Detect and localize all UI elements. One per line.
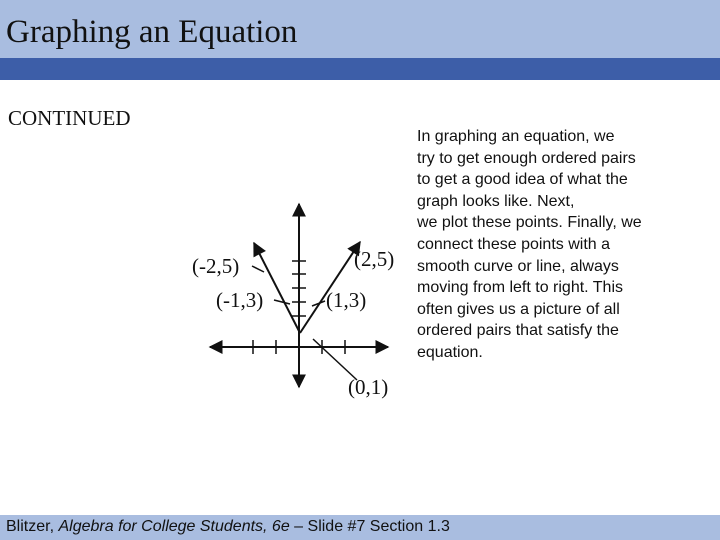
explanation-line: try to get enough ordered pairs (417, 149, 636, 167)
footer-book-title: Algebra for College Students, 6e (58, 518, 290, 535)
explanation-line: In graphing an equation, we (417, 128, 615, 145)
explanation-line: ordered pairs that satisfy the (417, 322, 619, 340)
explanation-line: to get a good idea of what the (417, 171, 628, 189)
label-point-neg1-3: (-1,3) (216, 288, 264, 312)
footer-author: Blitzer, (6, 518, 59, 535)
explanation-text (417, 126, 709, 364)
footer-citation (6, 518, 450, 536)
label-point-1-3: (1,3) (326, 288, 367, 312)
slide-subtitle: CONTINUED (8, 106, 131, 130)
explanation-line: moving from left to right. This (417, 279, 623, 297)
explanation-line: often gives us a picture of all (417, 300, 620, 318)
footer-bar (0, 515, 720, 540)
slide-title: Graphing an Equation (6, 14, 298, 50)
footer-slide-info: – Slide #7 Section 1.3 (289, 518, 450, 535)
pointer-neg1-3 (274, 300, 290, 304)
pointer-0-1 (313, 339, 357, 380)
explanation-line: we plot these points. Finally, we (417, 214, 642, 232)
label-point-2-5: (2,5) (354, 247, 395, 271)
explanation-line: connect these points with a (417, 235, 611, 253)
label-point-0-1: (0,1) (348, 375, 389, 399)
explanation-line: smooth curve or line, always (417, 257, 619, 275)
explanation-line: equation. (417, 343, 483, 361)
explanation-line: graph looks like. Next, (417, 192, 575, 210)
pointer-neg2-5 (252, 266, 264, 272)
label-point-neg2-5: (-2,5) (192, 254, 240, 278)
